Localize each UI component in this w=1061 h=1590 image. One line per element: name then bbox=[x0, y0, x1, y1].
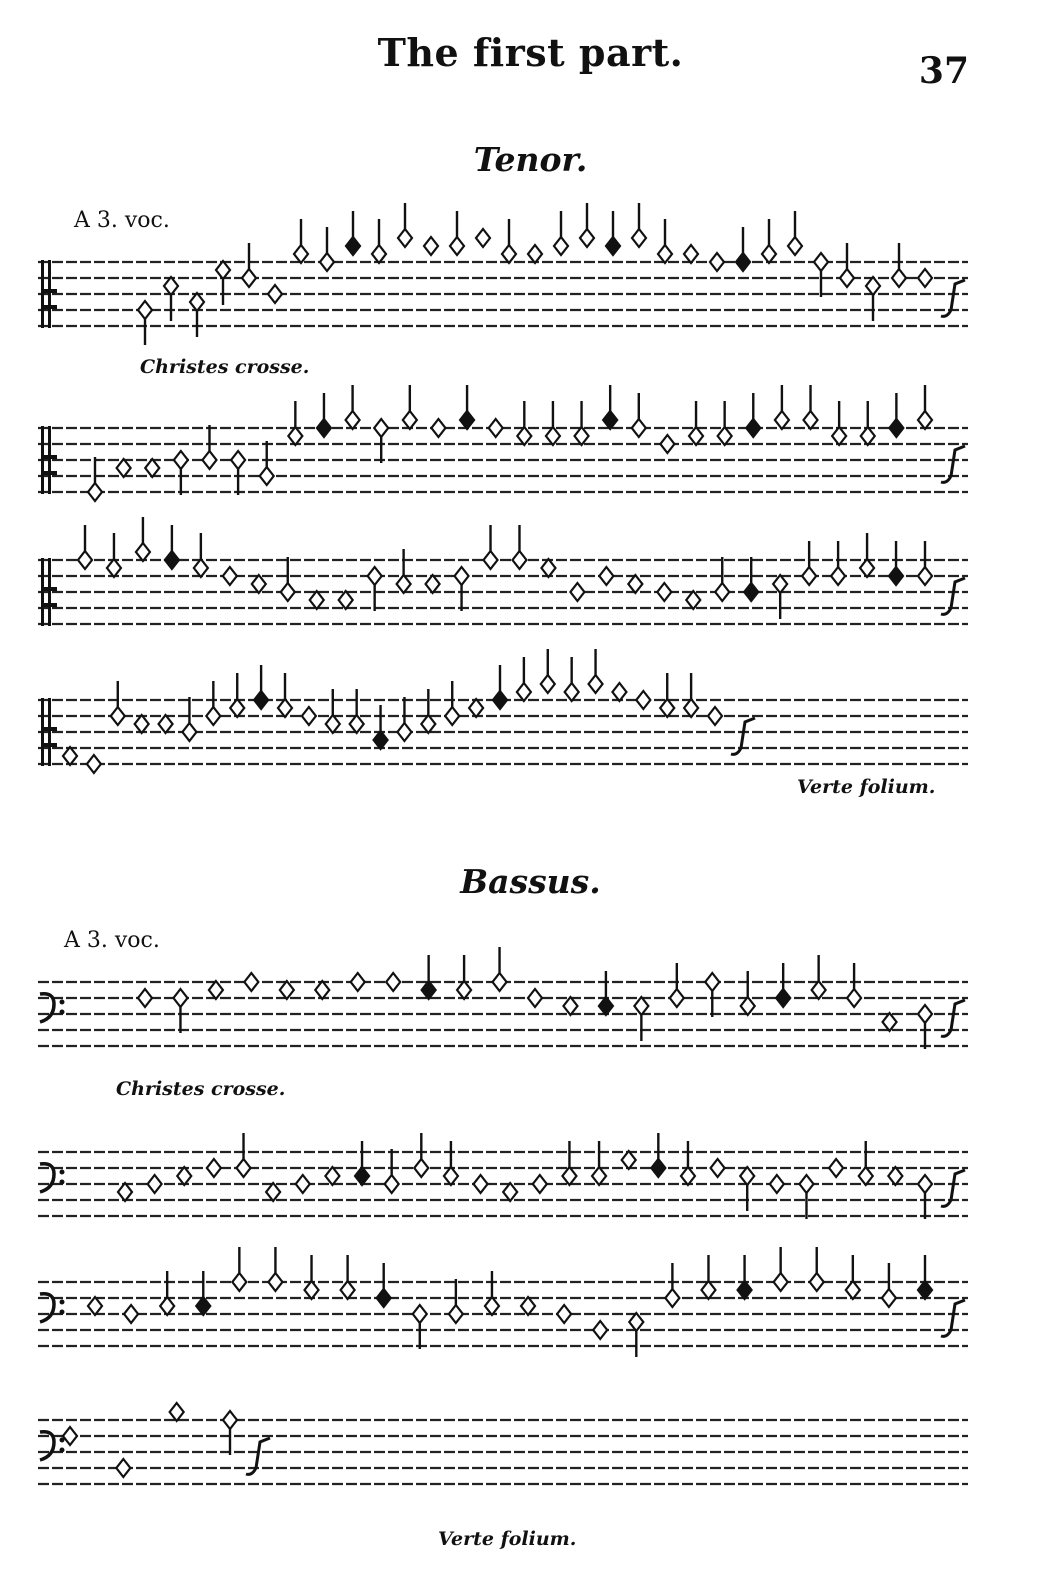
note bbox=[670, 963, 684, 1007]
note bbox=[812, 955, 826, 999]
note bbox=[63, 747, 77, 765]
note bbox=[736, 227, 750, 271]
note bbox=[368, 567, 382, 611]
tenor-heading: Tenor. bbox=[473, 140, 588, 179]
note bbox=[138, 301, 152, 345]
note bbox=[449, 1279, 463, 1323]
bassus-tune-name: Christes crosse. bbox=[116, 1078, 286, 1100]
note bbox=[575, 401, 589, 445]
note bbox=[88, 1297, 102, 1315]
note bbox=[476, 229, 490, 247]
note bbox=[861, 401, 875, 445]
note bbox=[118, 1183, 132, 1201]
note bbox=[385, 1149, 399, 1193]
bassus-staff-1 bbox=[0, 952, 1061, 1052]
note bbox=[889, 393, 903, 437]
note bbox=[810, 1247, 824, 1291]
note bbox=[829, 1159, 843, 1177]
note bbox=[918, 1255, 932, 1299]
note bbox=[460, 385, 474, 429]
note bbox=[148, 1175, 162, 1193]
bassus-heading: Bassus. bbox=[460, 862, 601, 901]
note bbox=[788, 211, 802, 255]
note bbox=[268, 1247, 282, 1291]
note bbox=[196, 1271, 210, 1315]
note bbox=[776, 963, 790, 1007]
note bbox=[658, 219, 672, 263]
note bbox=[632, 393, 646, 437]
note bbox=[136, 517, 150, 561]
note bbox=[493, 947, 507, 991]
note bbox=[237, 1133, 251, 1177]
note bbox=[489, 419, 503, 437]
note bbox=[684, 245, 698, 263]
note bbox=[377, 1263, 391, 1307]
note bbox=[116, 1459, 130, 1477]
note bbox=[580, 203, 594, 247]
note bbox=[296, 1175, 310, 1193]
note bbox=[774, 1247, 788, 1291]
note bbox=[710, 253, 724, 271]
note bbox=[746, 393, 760, 437]
note bbox=[346, 385, 360, 429]
bassus-voices-label: A 3. voc. bbox=[64, 928, 160, 953]
note bbox=[206, 681, 220, 725]
note bbox=[231, 451, 245, 495]
note bbox=[799, 1175, 813, 1219]
note bbox=[351, 973, 365, 991]
note bbox=[603, 385, 617, 429]
note bbox=[660, 673, 674, 717]
note bbox=[444, 1141, 458, 1185]
note bbox=[223, 1411, 237, 1455]
note bbox=[770, 1175, 784, 1193]
note bbox=[711, 1159, 725, 1177]
note bbox=[762, 219, 776, 263]
note bbox=[840, 243, 854, 287]
note bbox=[831, 541, 845, 585]
note bbox=[882, 1263, 896, 1307]
note bbox=[802, 541, 816, 585]
note bbox=[135, 715, 149, 733]
note bbox=[918, 541, 932, 585]
note bbox=[315, 981, 329, 999]
note bbox=[431, 419, 445, 437]
note bbox=[294, 219, 308, 263]
note bbox=[612, 683, 626, 701]
note bbox=[636, 691, 650, 709]
note bbox=[866, 277, 880, 321]
note bbox=[87, 755, 101, 773]
note bbox=[634, 997, 648, 1041]
note bbox=[145, 459, 159, 477]
note bbox=[88, 457, 102, 501]
note bbox=[397, 697, 411, 741]
bassus-staff-2 bbox=[0, 1122, 1061, 1222]
note bbox=[593, 1321, 607, 1339]
note bbox=[310, 591, 324, 609]
note bbox=[533, 1175, 547, 1193]
note bbox=[681, 1141, 695, 1185]
note bbox=[629, 1313, 643, 1357]
note bbox=[124, 1305, 138, 1323]
tenor-staff-4 bbox=[0, 670, 1061, 770]
page-number: 37 bbox=[918, 50, 969, 92]
note bbox=[592, 1141, 606, 1185]
note bbox=[414, 1133, 428, 1177]
note bbox=[111, 681, 125, 725]
note bbox=[660, 435, 674, 453]
note bbox=[138, 989, 152, 1007]
note bbox=[606, 211, 620, 255]
note bbox=[422, 955, 436, 999]
note bbox=[413, 1305, 427, 1349]
note bbox=[207, 1159, 221, 1177]
note bbox=[859, 1141, 873, 1185]
note bbox=[302, 707, 316, 725]
note bbox=[804, 385, 818, 429]
note bbox=[320, 227, 334, 271]
bassus-staff-4 bbox=[0, 1390, 1061, 1490]
note bbox=[918, 385, 932, 429]
note bbox=[814, 253, 828, 297]
note bbox=[268, 285, 282, 303]
note bbox=[918, 1175, 932, 1219]
note bbox=[503, 1183, 517, 1201]
note bbox=[775, 385, 789, 429]
note bbox=[117, 459, 131, 477]
note bbox=[744, 557, 758, 601]
note bbox=[883, 1013, 897, 1031]
note bbox=[455, 567, 469, 611]
tenor-staff-3 bbox=[0, 530, 1061, 630]
note bbox=[450, 211, 464, 255]
note bbox=[260, 441, 274, 485]
tenor-staff-2 bbox=[0, 398, 1061, 498]
note bbox=[563, 997, 577, 1015]
note bbox=[860, 533, 874, 577]
running-head: The first part. bbox=[377, 30, 684, 75]
note bbox=[174, 451, 188, 495]
note bbox=[445, 681, 459, 725]
bassus-staff-3 bbox=[0, 1252, 1061, 1352]
note bbox=[892, 243, 906, 287]
note bbox=[715, 557, 729, 601]
note bbox=[339, 591, 353, 609]
note bbox=[657, 583, 671, 601]
note bbox=[216, 261, 230, 305]
note bbox=[888, 1167, 902, 1185]
tenor-tune-name: Christes crosse. bbox=[140, 356, 310, 378]
note bbox=[718, 401, 732, 445]
note bbox=[517, 401, 531, 445]
note bbox=[832, 401, 846, 445]
note bbox=[684, 673, 698, 717]
note bbox=[689, 401, 703, 445]
note bbox=[386, 973, 400, 991]
note bbox=[232, 1247, 246, 1291]
note bbox=[708, 707, 722, 725]
note bbox=[474, 1175, 488, 1193]
note bbox=[589, 649, 603, 693]
note bbox=[281, 557, 295, 601]
note bbox=[159, 715, 173, 733]
note bbox=[397, 549, 411, 593]
note bbox=[541, 559, 555, 577]
tenor-staff-1 bbox=[0, 232, 1061, 332]
note bbox=[512, 525, 526, 569]
note bbox=[346, 211, 360, 255]
note bbox=[628, 575, 642, 593]
note bbox=[341, 1255, 355, 1299]
note bbox=[107, 533, 121, 577]
note bbox=[599, 567, 613, 585]
note bbox=[541, 649, 555, 693]
note bbox=[599, 971, 613, 1015]
note bbox=[266, 1183, 280, 1201]
note bbox=[305, 1255, 319, 1299]
note bbox=[493, 665, 507, 709]
note bbox=[372, 219, 386, 263]
note bbox=[374, 705, 388, 749]
note bbox=[565, 657, 579, 701]
note bbox=[202, 425, 216, 469]
bassus-turn-direction: Verte folium. bbox=[438, 1528, 577, 1550]
note bbox=[288, 401, 302, 445]
note bbox=[622, 1151, 636, 1169]
note bbox=[457, 955, 471, 999]
note bbox=[173, 989, 187, 1033]
note bbox=[846, 1255, 860, 1299]
note bbox=[182, 697, 196, 741]
note bbox=[223, 567, 237, 585]
note bbox=[918, 269, 932, 287]
note bbox=[78, 525, 92, 569]
note bbox=[355, 1141, 369, 1185]
note bbox=[280, 981, 294, 999]
note bbox=[738, 1255, 752, 1299]
note bbox=[424, 237, 438, 255]
note bbox=[164, 277, 178, 321]
note bbox=[190, 293, 204, 337]
note bbox=[517, 657, 531, 701]
note bbox=[254, 665, 268, 709]
note bbox=[177, 1167, 191, 1185]
tenor-turn-direction: Verte folium. bbox=[797, 776, 936, 798]
note bbox=[209, 981, 223, 999]
note bbox=[194, 533, 208, 577]
note bbox=[350, 689, 364, 733]
note bbox=[528, 989, 542, 1007]
note bbox=[773, 575, 787, 619]
note bbox=[398, 203, 412, 247]
note bbox=[741, 971, 755, 1015]
note bbox=[426, 575, 440, 593]
note bbox=[665, 1263, 679, 1307]
note bbox=[421, 689, 435, 733]
note bbox=[160, 1271, 174, 1315]
note bbox=[63, 1427, 77, 1445]
note bbox=[242, 243, 256, 287]
note bbox=[705, 973, 719, 1017]
note bbox=[651, 1133, 665, 1177]
note bbox=[557, 1305, 571, 1323]
note bbox=[403, 385, 417, 429]
note bbox=[170, 1403, 184, 1421]
tenor-voices-label: A 3. voc. bbox=[74, 208, 170, 233]
note bbox=[230, 673, 244, 717]
note bbox=[889, 541, 903, 585]
note bbox=[918, 1005, 932, 1049]
note bbox=[165, 525, 179, 569]
note bbox=[484, 525, 498, 569]
note bbox=[546, 401, 560, 445]
note bbox=[374, 419, 388, 463]
note bbox=[521, 1297, 535, 1315]
note bbox=[847, 963, 861, 1007]
note bbox=[632, 203, 646, 247]
note bbox=[686, 591, 700, 609]
note bbox=[317, 393, 331, 437]
note bbox=[740, 1167, 754, 1211]
note bbox=[325, 1167, 339, 1185]
note bbox=[326, 689, 340, 733]
note bbox=[502, 219, 516, 263]
note bbox=[485, 1271, 499, 1315]
note bbox=[562, 1141, 576, 1185]
note bbox=[570, 583, 584, 601]
note bbox=[244, 973, 258, 991]
note bbox=[252, 575, 266, 593]
note bbox=[278, 673, 292, 717]
note bbox=[528, 245, 542, 263]
note bbox=[469, 699, 483, 717]
note bbox=[701, 1255, 715, 1299]
note bbox=[554, 211, 568, 255]
